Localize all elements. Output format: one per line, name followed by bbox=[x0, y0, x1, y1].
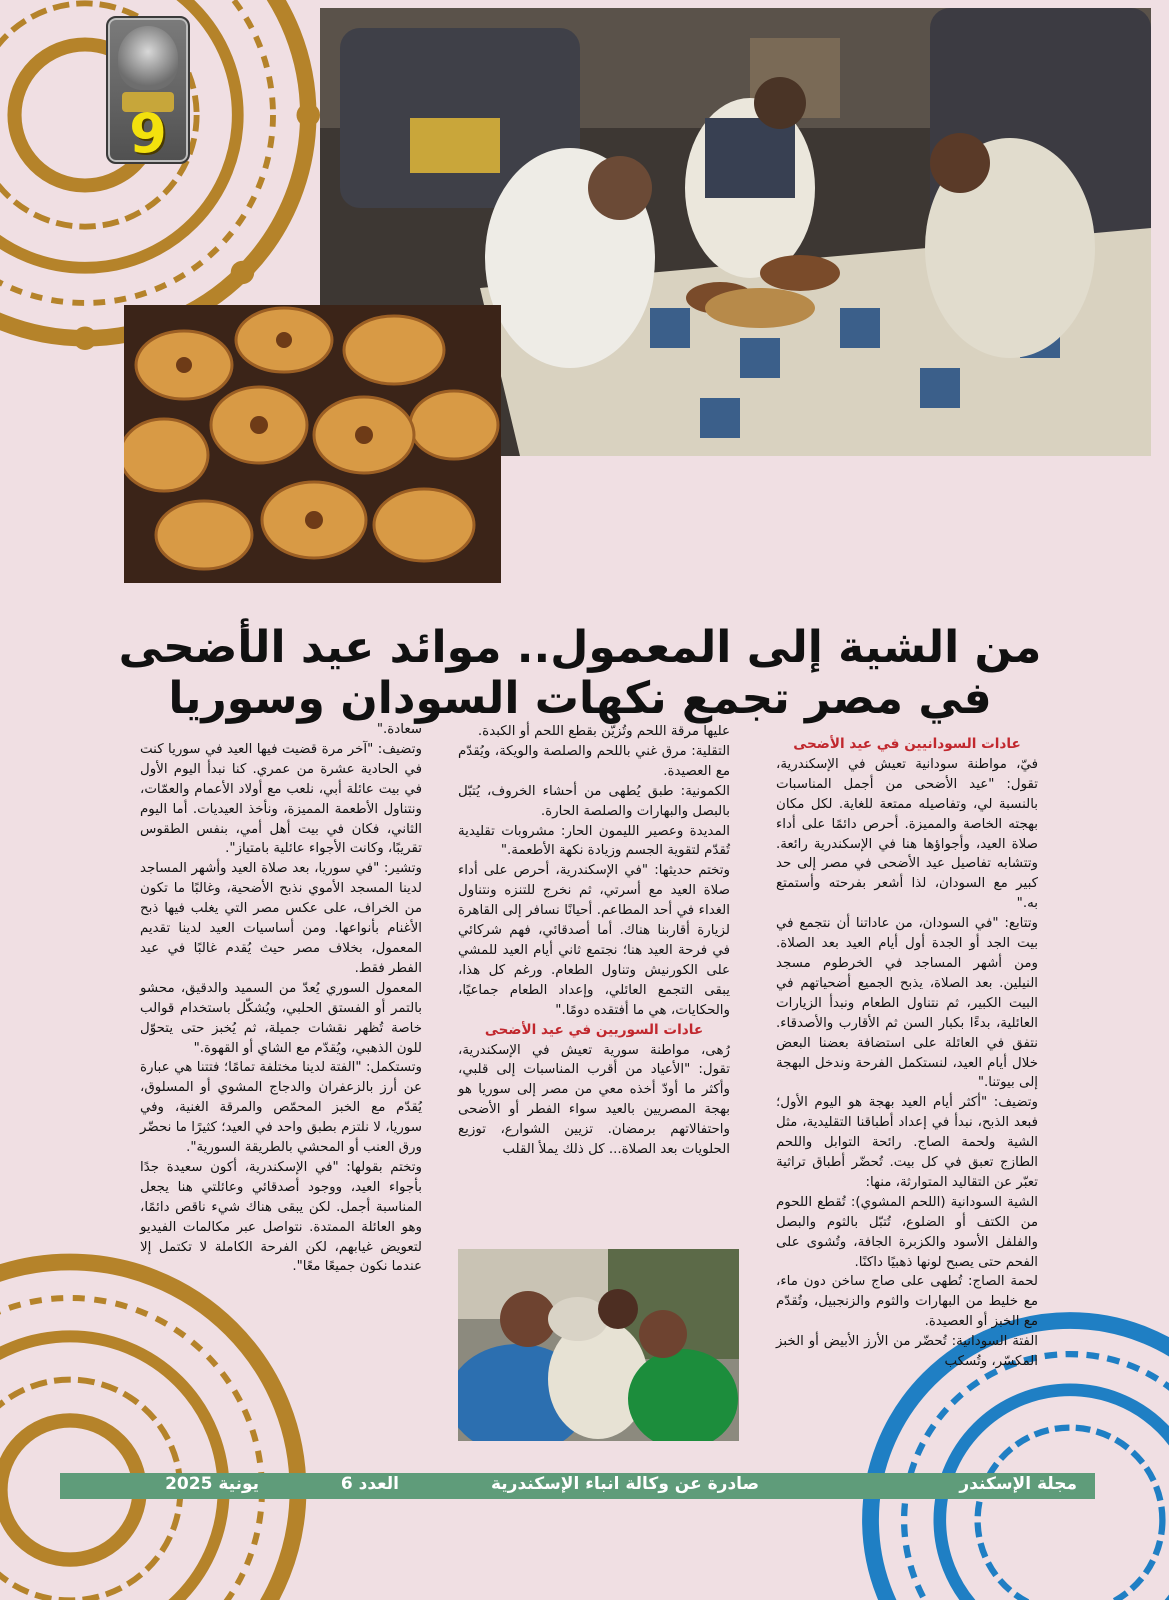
article-column-middle bbox=[458, 722, 730, 1160]
magazine-logo-badge bbox=[106, 16, 190, 164]
paragraph: وتختم بقولها: "في الإسكندرية، أكون سعيدة جدًا بأجواء العيد، ووجود أصدقائي وعائلتي هنا يجعل المناسبة أجمل. لكن يبقى هناك شيء ناقص دائمًا، وهو العائلة الممتدة. نتواصل عبر مكالمات الفيديو لتعويض غيابهم، لكن الفرحة الكاملة لا تكتمل إلا عندما نكون جميعًا معًا". bbox=[140, 1159, 422, 1275]
paragraph: وتضيف: "آخر مرة قضيت فيها العيد في سوريا كنت في الحادية عشرة من عمري. كنا نبدأ اليوم الأول في بيت عائلة أبي، نلعب مع أولاد الأعمام والعمّات، ونتناول الأطعمة المميزة، ونأخذ العيديات. أما اليوم الثاني، فكان في بيت أهل أمي، بنفس الطقوس تقريبًا، وكانت الأجواء عائلية بامتياز". bbox=[140, 741, 422, 857]
children-with-eid-sheep-photo bbox=[458, 1249, 739, 1441]
paragraph: المعمول السوري يُعدّ من السميد والدقيق، محشو بالتمر أو الفستق الحلبي، ويُشكّل باستخدام قوالب خاصة تُظهر نقشات جميلة، ثم يُخبز حتى يتحوّل للون الذهبي، ويُقدّم مع الشاي أو القهوة." bbox=[140, 980, 422, 1056]
paragraph: التقلية: مرق غني باللحم والصلصة والويكة، ويُقدّم مع العصيدة. bbox=[458, 743, 730, 779]
article-column-right bbox=[776, 735, 1038, 1372]
paragraph: وتضيف: "أكثر أيام العيد بهجة هو اليوم الأول؛ فبعد الذبح، نبدأ في إعداد أطباقنا التقليدية، مثل الشية ولحمة الصاج. رائحة التوابل واللحم الطازج تعبق في كل بيت. تُحضّر أطباق تراثية تعبّر عن التقاليد المتوارثة، منها: bbox=[776, 1095, 1038, 1190]
subheading-syrian-customs: عادات السوريين في عيد الأضحى bbox=[484, 1021, 704, 1038]
paragraph: وتستكمل: "الفتة لدينا مختلفة تمامًا؛ فتتنا هي عبارة عن أرز بالزعفران والدجاج المشوي أو المسلوق، يُقدّم مع الخبز المحمّص والمرقة الغنية، وفي سوريا، لا نلتزم بطبق واحد في العيد؛ كثيرًا ما نحضّر ورق العنب أو المحشي بالطريقة السورية". bbox=[140, 1060, 422, 1156]
paragraph: فيّ، مواطنة سودانية تعيش في الإسكندرية، تقول: "عيد الأضحى من أجمل المناسبات بالنسبة لي، وتفاصيله ممتعة للغاية. لكل مكان بهجته الخاصة والمميزة. أحرص دائمًا على أداء صلاة العيد، وأجواؤها هنا في الإسكندرية رائعة. وتتشابه تفاصيل عيد الأضحى في مصر إلى حد كبير مع السودان، لذا أشعر بفرحته وأستمتع به." bbox=[776, 756, 1038, 912]
paragraph: لحمة الصاج: تُطهى على صاج ساخن دون ماء، مع خليط من البهارات والثوم والزنجبيل، وتُقدّم مع الخبز أو العصيدة. bbox=[776, 1274, 1038, 1330]
footer-issue-number: العدد 6 bbox=[340, 1474, 399, 1494]
footer-publisher: صادرة عن وكالة انباء الإسكندرية bbox=[490, 1474, 759, 1494]
page-footer-bar bbox=[60, 1473, 1095, 1499]
paragraph: وتتابع: "في السودان، من عاداتنا أن نتجمع في بيت الجد أو الجدة أول أيام العيد بعد الصلاة. ومن أشهر المساجد في الخرطوم مسجد النيلين. بعد الصلاة، يذبح الجميع أضحياتهم في البيت الكبير، ثم نتناول الطعام ونبدأ الزيارات العائلية، بدءًا بكبار السن ثم الأقارب والأصدقاء. نتفق في العائلة على استضافة بعضنا البعض خلال أيام العيد، لنستكمل الفرحة وندخل البهجة إلى بيوتنا." bbox=[776, 916, 1038, 1091]
footer-date: يونية 2025 bbox=[165, 1474, 259, 1494]
subheading-sudanese-customs: عادات السودانيين في عيد الأضحى bbox=[793, 736, 1021, 752]
syrian-maamoul-cookies-photo bbox=[124, 305, 501, 583]
page-number: 9 bbox=[129, 102, 167, 165]
footer-magazine-name: مجلة الإسكندر bbox=[959, 1474, 1077, 1494]
mandala-ornament-bottom-left bbox=[0, 1250, 310, 1600]
paragraph: وتشير: "في سوريا، بعد صلاة العيد وأشهر المساجد لدينا المسجد الأموي نذبح الأضحية، وغالبًا ما تكون من الخراف، على عكس مصر التي يغلب فيها ذبح الأغنام بأنواعها. ومن أساسيات العيد لدينا تقديم المعمول، بخلاف مصر حيث يُقدم غالبًا في عيد الفطر فقط. bbox=[140, 861, 422, 976]
alexander-portrait-icon bbox=[118, 26, 178, 90]
article-headline: من الشية إلى المعمول.. موائد عيد الأضحى في مصر تجمع نكهات السودان وسوريا bbox=[118, 622, 1042, 724]
paragraph: الفتة السودانية: تُحضّر من الأرز الأبيض أو الخبز المكسّر، وتُسكب bbox=[776, 1334, 1038, 1370]
article-column-left bbox=[140, 720, 422, 1277]
paragraph: الشية السودانية (اللحم المشوي): تُقطع اللحوم من الكتف أو الضلوع، تُتبّل بالثوم والبصل والفلفل الأسود والكزبرة الجافة، وتُشوى على الفحم حتى يصبح لونها ذهبيًا داكنًا. bbox=[776, 1194, 1038, 1270]
paragraph: وتختم حديثها: "في الإسكندرية، أحرص على أداء صلاة العيد مع أسرتي، ثم نخرج للتنزه ونتناول الغداء في أحد المطاعم. أحيانًا نسافر إلى القاهرة لزيارة أقاربنا هناك. أما أصدقائي، فهم شركائي في فرحة العيد هنا؛ نجتمع ثاني أيام العيد للمشي على الكورنيش وتناول الطعام. ورغم كل هذا، يبقى التجمع العائلي، وإعداد الطعام جماعيًا، والحكايات، هي ما أفتقده دومًا." bbox=[458, 863, 730, 1018]
paragraph: الكمونية: طبق يُطهى من أحشاء الخروف، يُتبّل بالبصل والبهارات والصلصة الحارة. bbox=[458, 783, 730, 819]
paragraph: المديدة وعصير الليمون الحار: مشروبات تقليدية تُقدّم لتقوية الجسم وزيادة نكهة الأطعمة." bbox=[458, 823, 730, 859]
paragraph: سعادة." bbox=[376, 722, 422, 737]
paragraph: عليها مرقة اللحم وتُزيّن بقطع اللحم أو الكبدة. bbox=[477, 724, 730, 739]
paragraph: رُهى، مواطنة سورية تعيش في الإسكندرية، تقول: "الأعياد من أقرب المناسبات إلى قلبي، وأكثر ما أودّ أخذه معي من مصر إلى سوريا هو بهجة المصريين بالعيد سواء الفطر أو الأضحى واحتفالاتهم برمضان. تزيين الشوارع، توزيع الحلويات بعد الصلاة... كل ذلك يملأ القلب bbox=[458, 1042, 730, 1158]
